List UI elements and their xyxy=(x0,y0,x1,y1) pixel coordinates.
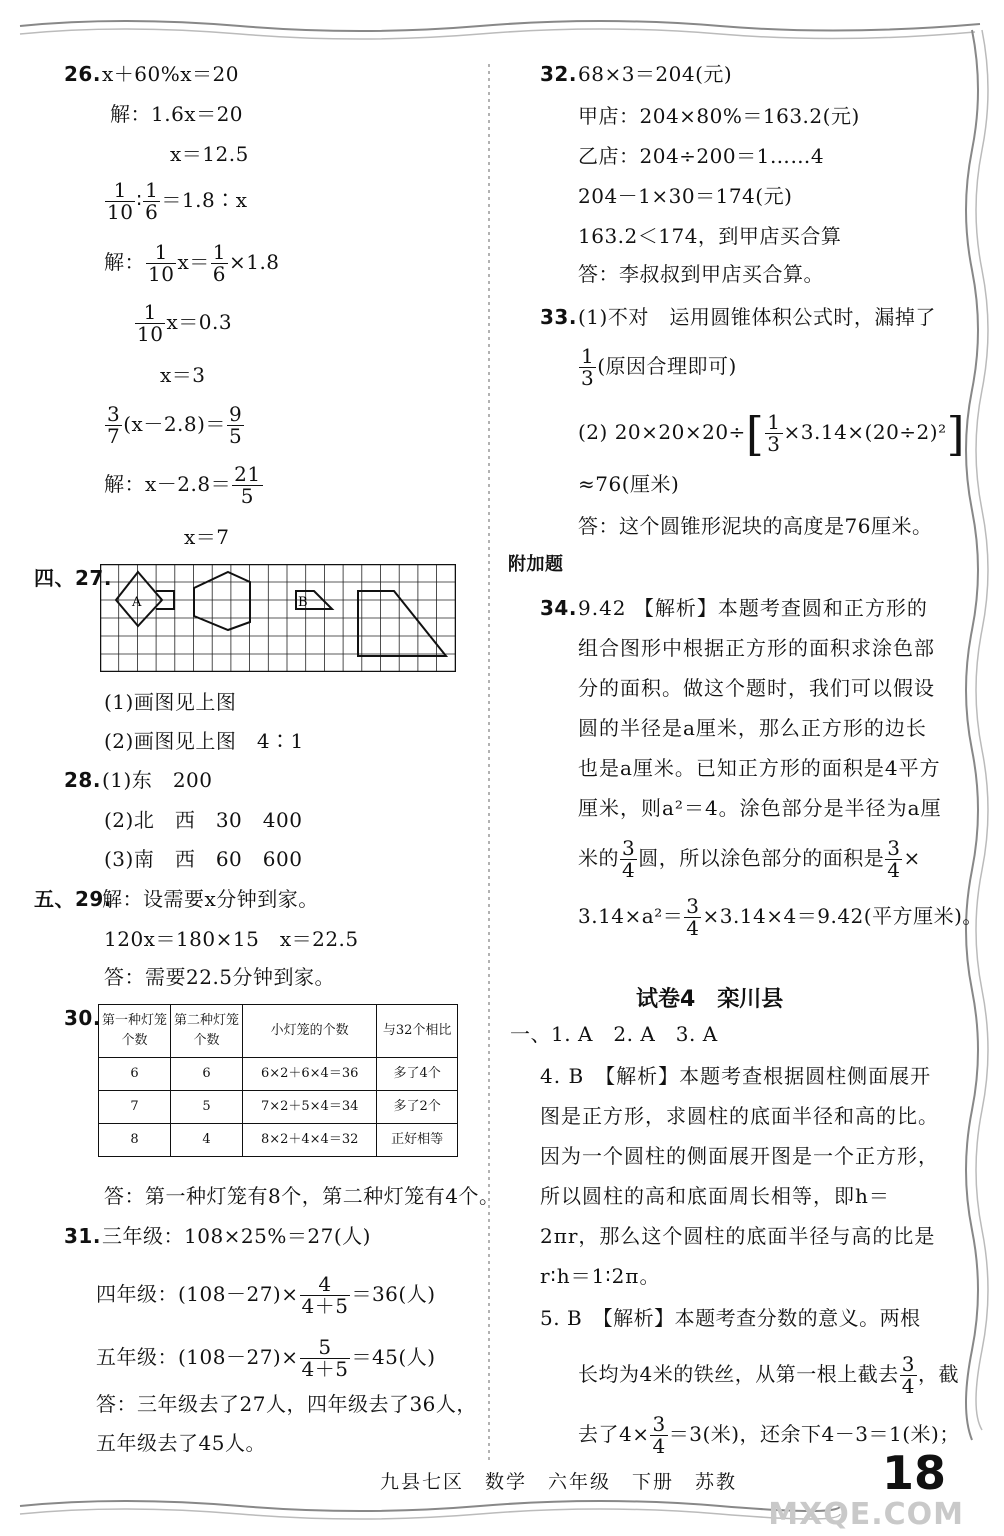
q26-eq-b-step2: $\frac{1}{10}$ x＝0.3 xyxy=(137,300,233,346)
q32-line1: 68×3＝204(元) xyxy=(578,62,733,86)
q26-eq-b-result: x＝3 xyxy=(160,363,206,387)
q27-part1: (1)画图见上图 xyxy=(104,690,237,714)
q33-part2: (2) 20×20×20÷[ $\frac{1}{3}$ ×3.14×(20÷2)²] xyxy=(578,406,966,461)
q26-eq-a-step1: 解：1.6x＝20 xyxy=(110,102,244,126)
q33-part1: (1)不对 运用圆锥体积公式时，漏掉了 xyxy=(578,305,936,329)
q26-eq-a-result: x＝12.5 xyxy=(170,142,249,166)
q31-answer-2: 五年级去了45人。 xyxy=(96,1431,266,1455)
table-header-row xyxy=(99,1005,458,1058)
test4-q1-3: 一、1. A 2. A 3. A xyxy=(510,1022,718,1046)
q26-eq-b: $\frac{1}{10}$ ∶ $\frac{1}{6}$ ＝1.8∶x xyxy=(107,178,248,224)
q32-line3: 乙店：204÷200＝1……4 xyxy=(578,144,825,168)
q34-explanation: 9.42 【解析】本题考查圆和正方形的组合图形中根据正方形的面积求涂色部分的面积。做这个题时，我们可以假设圆的半径是a厘米，那么正方形的边长也是a厘米。已知正方形的面积是4平方厘米，则a²＝4。涂色部分是半径为a厘 xyxy=(578,596,942,820)
table-header: 与32个相比 xyxy=(377,1005,458,1058)
table-row: 7 5 7×2＋5×4＝34 多了2个 xyxy=(99,1091,458,1124)
watermark-logo: MXQE.COM xyxy=(768,1497,964,1532)
q32-line5: 163.2＜174，到甲店买合算 xyxy=(578,224,842,248)
test4-q5-line1: 5. B 【解析】本题考查分数的意义。两根 xyxy=(540,1306,921,1330)
q32-number: 32. xyxy=(540,62,577,86)
q29-number: 五、29. xyxy=(34,887,112,911)
q33-part1-cont: $\frac{1}{3}$ (原因合理即可) xyxy=(581,344,737,390)
q28-part3: (3)南 西 60 600 xyxy=(104,847,303,871)
q26-eq-c-step1: 解：x－2.8＝ $\frac{21}{5}$ xyxy=(104,462,261,508)
q28-part2: (2)北 西 30 400 xyxy=(104,808,303,832)
q26-number: 26. xyxy=(64,62,101,86)
q32-line2: 甲店：204×80%＝163.2(元) xyxy=(578,104,860,128)
q31-answer-1: 答：三年级去了27人，四年级去了36人， xyxy=(96,1392,477,1416)
table-row: 8 4 8×2＋4×4＝32 正好相等 xyxy=(99,1124,458,1157)
page-number: 18 xyxy=(881,1446,946,1500)
q32-answer: 答：李叔叔到甲店买合算。 xyxy=(578,262,824,286)
q29-line2: 120x＝180×15 x＝22.5 xyxy=(104,927,359,951)
q27-number: 四、27. xyxy=(34,566,112,590)
q33-answer: 答：这个圆锥形泥块的高度是76厘米。 xyxy=(578,514,933,538)
table-row: 6 6 6×2＋6×4＝36 多了4个 xyxy=(99,1058,458,1091)
q26-eq-a: x＋60%x＝20 xyxy=(102,62,239,86)
q28-number: 28. xyxy=(64,768,101,792)
q26-eq-b-step1: 解： $\frac{1}{10}$ x＝ $\frac{1}{6}$ ×1.8 xyxy=(104,240,280,286)
q31-line3: 五年级：(108－27)× $\frac{5}{4+5}$ ＝45(人) xyxy=(96,1335,436,1381)
q27-grid-figure xyxy=(100,564,456,672)
q29-answer: 答：需要22.5分钟到家。 xyxy=(104,965,336,989)
q34-number: 34. xyxy=(540,596,577,620)
table-header: 第二种灯笼个数 xyxy=(171,1005,243,1058)
test4-q5-line3: 去了4× $\frac{3}{4}$ ＝3(米)，还余下4－3＝1(米)； xyxy=(578,1412,960,1458)
q33-part2-result: ≈76(厘米) xyxy=(578,472,680,496)
q28-part1: (1)东 200 xyxy=(102,768,213,792)
q30-table xyxy=(98,1004,458,1157)
q31-line1: 三年级：108×25%＝27(人) xyxy=(102,1224,371,1248)
table-header: 小灯笼的个数 xyxy=(243,1005,377,1058)
test4-q5-line2: 长均为4米的铁丝，从第一根上截去 $\frac{3}{4}$ ，截 xyxy=(578,1352,959,1398)
page-footer: 九县七区 数学 六年级 下册 苏教 xyxy=(380,1471,738,1493)
q27-part2: (2)画图见上图 4∶1 xyxy=(104,729,304,753)
q34-line3: 3.14×a²＝ $\frac{3}{4}$ ×3.14×4＝9.42(平方厘米)。 xyxy=(578,894,983,940)
grid-label-b: B xyxy=(298,595,308,610)
q30-answer: 答：第一种灯笼有8个，第二种灯笼有4个。 xyxy=(104,1184,500,1208)
test4-q4: 4. B 【解析】本题考查根据圆柱侧面展开图是正方形，求圆柱的底面半径和高的比。因为一个圆柱的侧面展开图是一个正方形，所以圆柱的高和底面周长相等，即h＝2πr，那么这个圆柱的底面半径与高的比是r∶h＝1∶2π。 xyxy=(540,1064,939,1288)
q26-eq-c: $\frac{3}{7}$ (x－2.8)＝ $\frac{9}{5}$ xyxy=(107,402,243,448)
extra-section-title: 附加题 xyxy=(508,554,564,575)
table-header: 第一种灯笼个数 xyxy=(99,1005,171,1058)
q26-eq-c-result: x＝7 xyxy=(184,525,230,549)
q29-line1: 解：设需要x分钟到家。 xyxy=(102,887,319,911)
grid-label-a: A xyxy=(132,595,142,610)
shape-b-enlarged xyxy=(358,591,446,656)
q34-line2: 米的 $\frac{3}{4}$ 圆，所以涂色部分的面积是 $\frac{3}{4}$ × xyxy=(578,836,921,882)
q31-line2: 四年级：(108－27)× $\frac{4}{4+5}$ ＝36(人) xyxy=(96,1272,436,1318)
test4-title: 试卷4 栾川县 xyxy=(636,987,784,1012)
q32-line4: 204－1×30＝174(元) xyxy=(578,184,793,208)
q31-number: 31. xyxy=(64,1224,101,1248)
q30-number: 30. xyxy=(64,1006,101,1030)
shape-a-enlarged xyxy=(194,572,250,630)
q33-number: 33. xyxy=(540,305,577,329)
